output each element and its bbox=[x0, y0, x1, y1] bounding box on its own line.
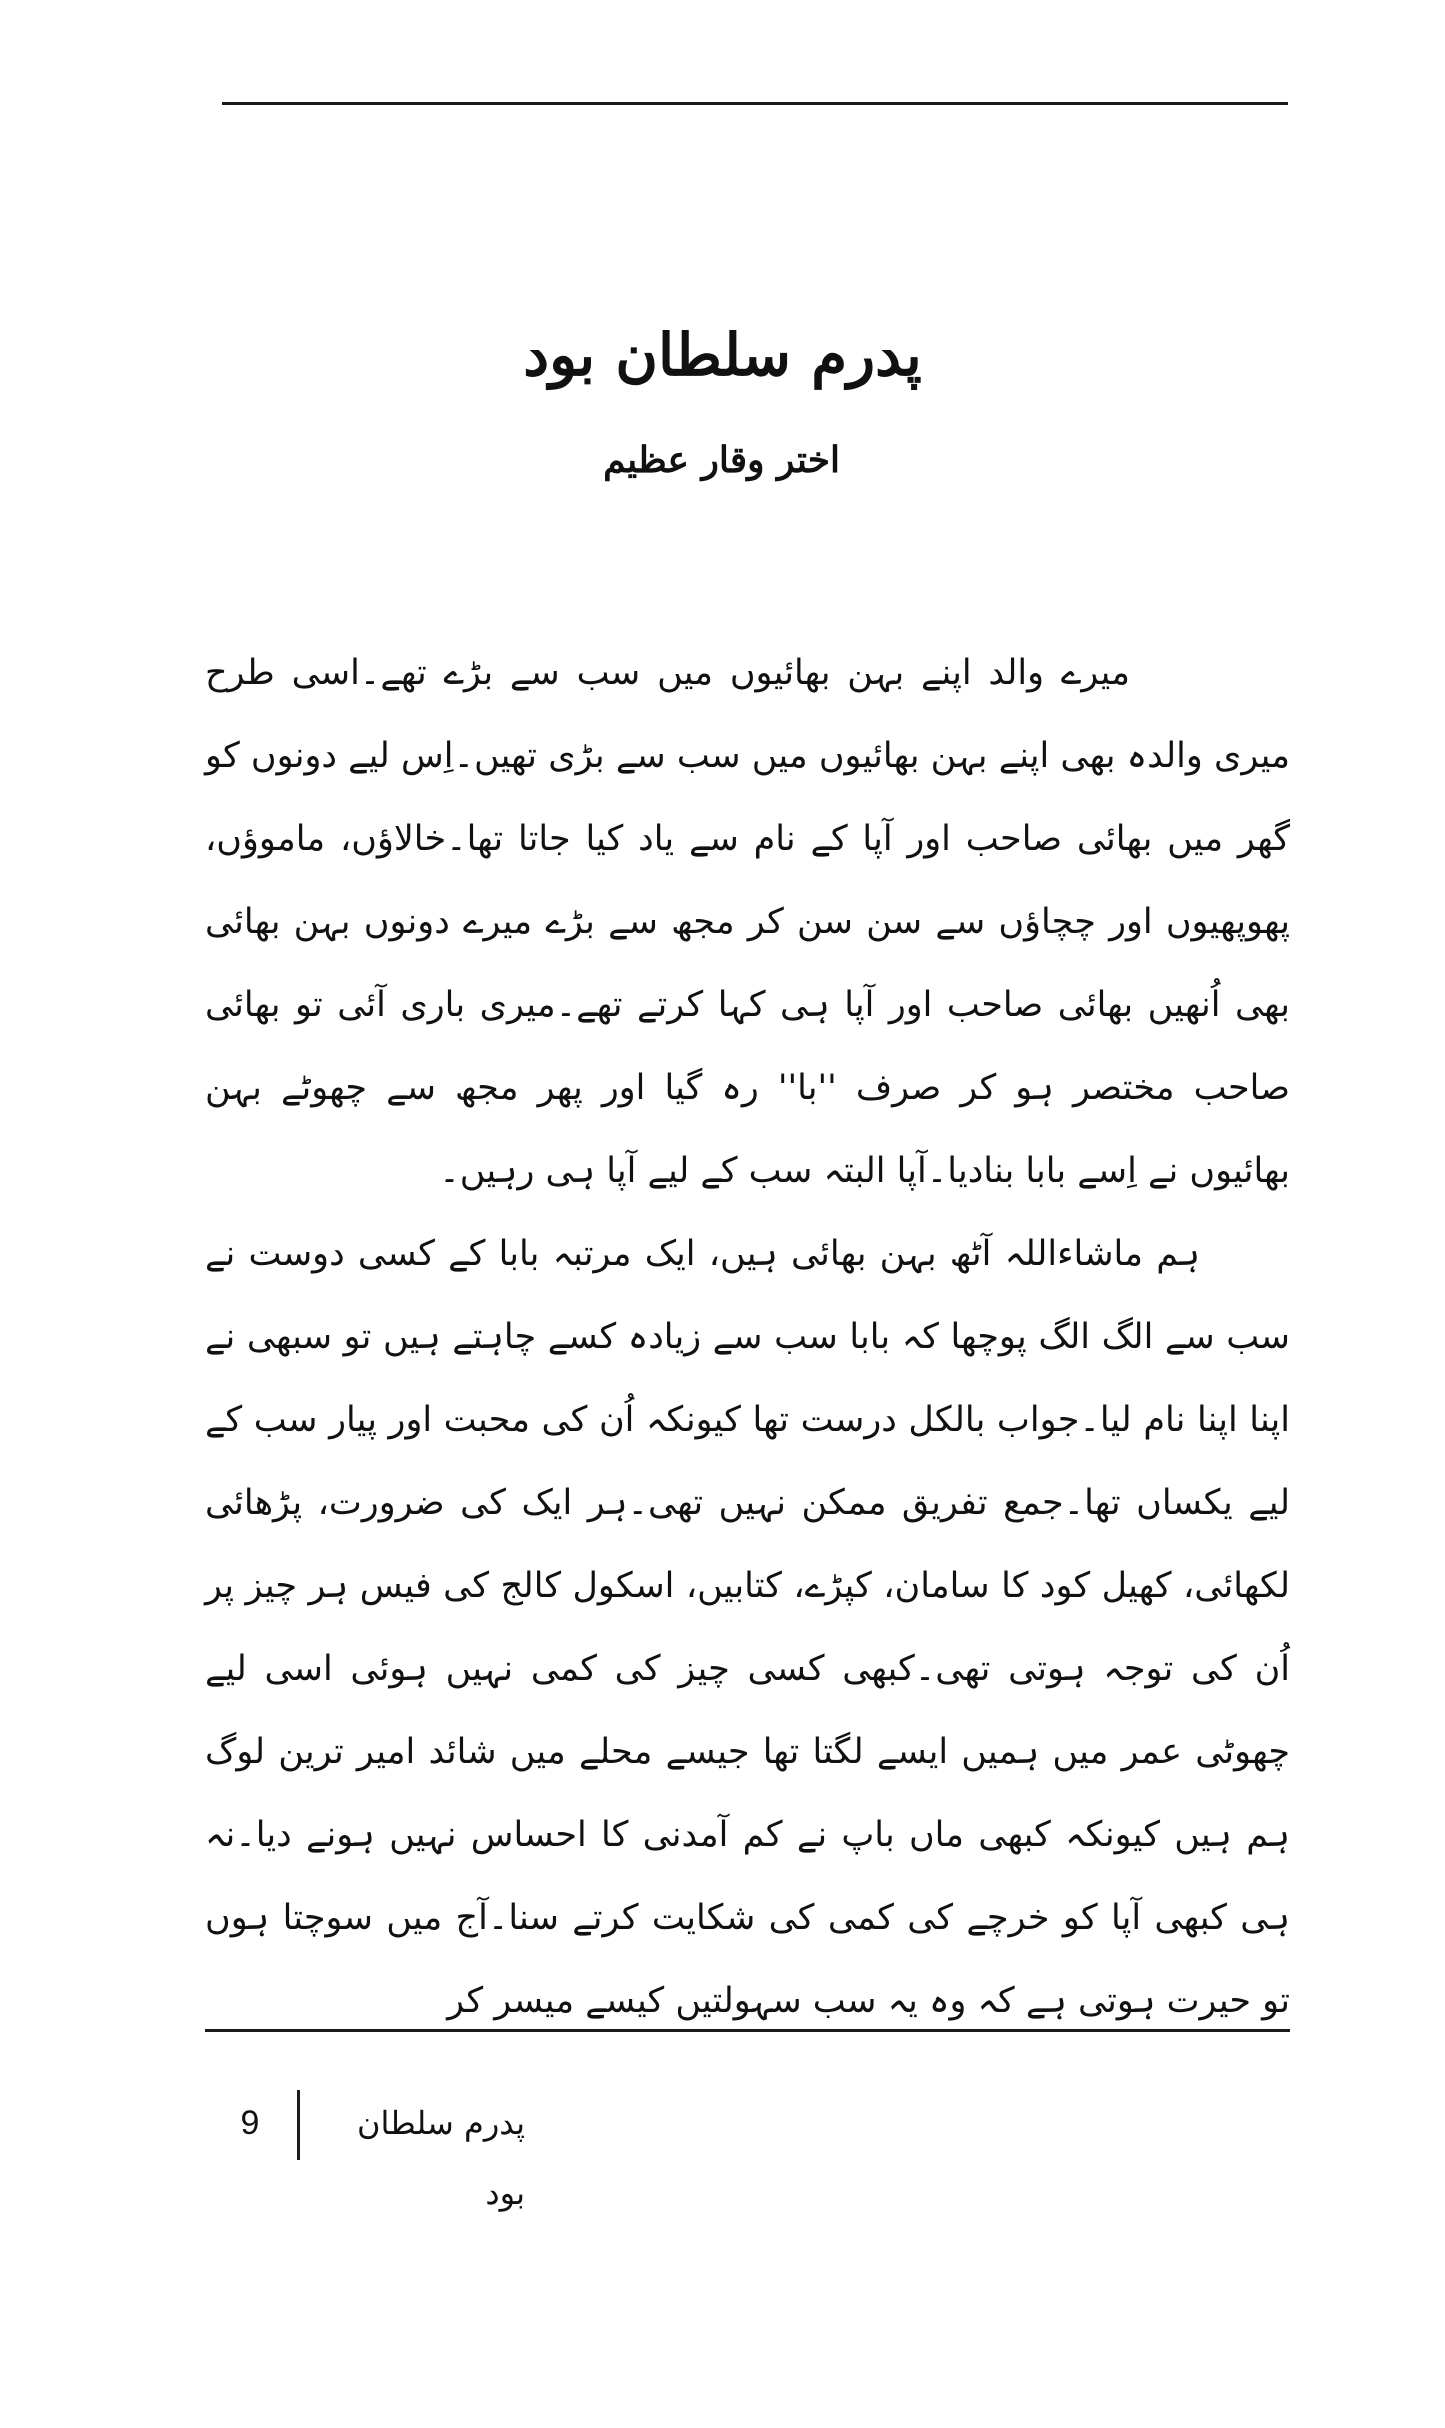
page-footer bbox=[205, 2088, 525, 2212]
top-rule bbox=[222, 102, 1288, 105]
body-text bbox=[205, 632, 1290, 2043]
bottom-rule bbox=[205, 2029, 1290, 2032]
running-title: پدرم سلطان بود bbox=[356, 2104, 525, 2212]
page-number: 9 bbox=[240, 2104, 260, 2142]
paragraph: ہم ماشاءاللہ آٹھ بہن بھائی ہیں، ایک مرتبہ بابا کے کسی دوست نے سب سے الگ الگ پوچھا کہ بابا سب سے زیادہ کسے چاہتے ہیں تو سبھی نے اپنا اپنا نام لیا۔جواب بالکل درست تھا کیونکہ اُن کی محبت اور پیار سب کے لیے یکساں تھا۔جمع تفریق ممکن نہیں تھی۔ہر ایک کی ضرورت، پڑھائی لکھائی، کھیل کود کا سامان، کپڑے، کتابیں، اسکول کالج کی فیس ہر چیز پر اُن کی توجہ ہوتی تھی۔کبھی کسی چیز کی کمی نہیں ہوئی اسی لیے چھوٹی عمر میں ہمیں ایسے لگتا تھا جیسے محلے میں شائد امیر ترین لوگ ہم ہیں کیونکہ کبھی ماں باپ نے کم آمدنی کا احساس نہیں ہونے دیا۔نہ ہی کبھی آپا کو خرچے کی کمی کی شکایت کرتے سنا۔آج میں سوچتا ہوں تو حیرت ہوتی ہے کہ وہ یہ سب سہولتیں کیسے میسر کر bbox=[205, 1234, 1290, 2021]
footer-divider bbox=[297, 2090, 300, 2160]
author-name: اختر وقار عظیم bbox=[603, 439, 840, 481]
paragraph: میرے والد اپنے بہن بھائیوں میں سب سے بڑے تھے۔اسی طرح میری والدہ بھی اپنے بہن بھائیوں میں سب سے بڑی تھیں۔اِس لیے دونوں کو گھر میں بھائی صاحب اور آپا کے نام سے یاد کیا جاتا تھا۔خالاؤں، ماموؤں، پھوپھیوں اور چچاؤں سے سن سن کر مجھ سے بڑے میرے دونوں بہن بھائی بھی اُنھیں بھائی صاحب اور آپا ہی کہا کرتے تھے۔میری باری آئی تو بھائی صاحب مختصر ہو کر صرف ''با'' رہ گیا اور پھر مجھ سے چھوٹے بہن بھائیوں نے اِسے بابا بنادیا۔آپا البتہ سب کے لیے آپا ہی رہیں۔ bbox=[205, 653, 1290, 1191]
chapter-title: پدرم سلطان بود bbox=[523, 321, 922, 389]
